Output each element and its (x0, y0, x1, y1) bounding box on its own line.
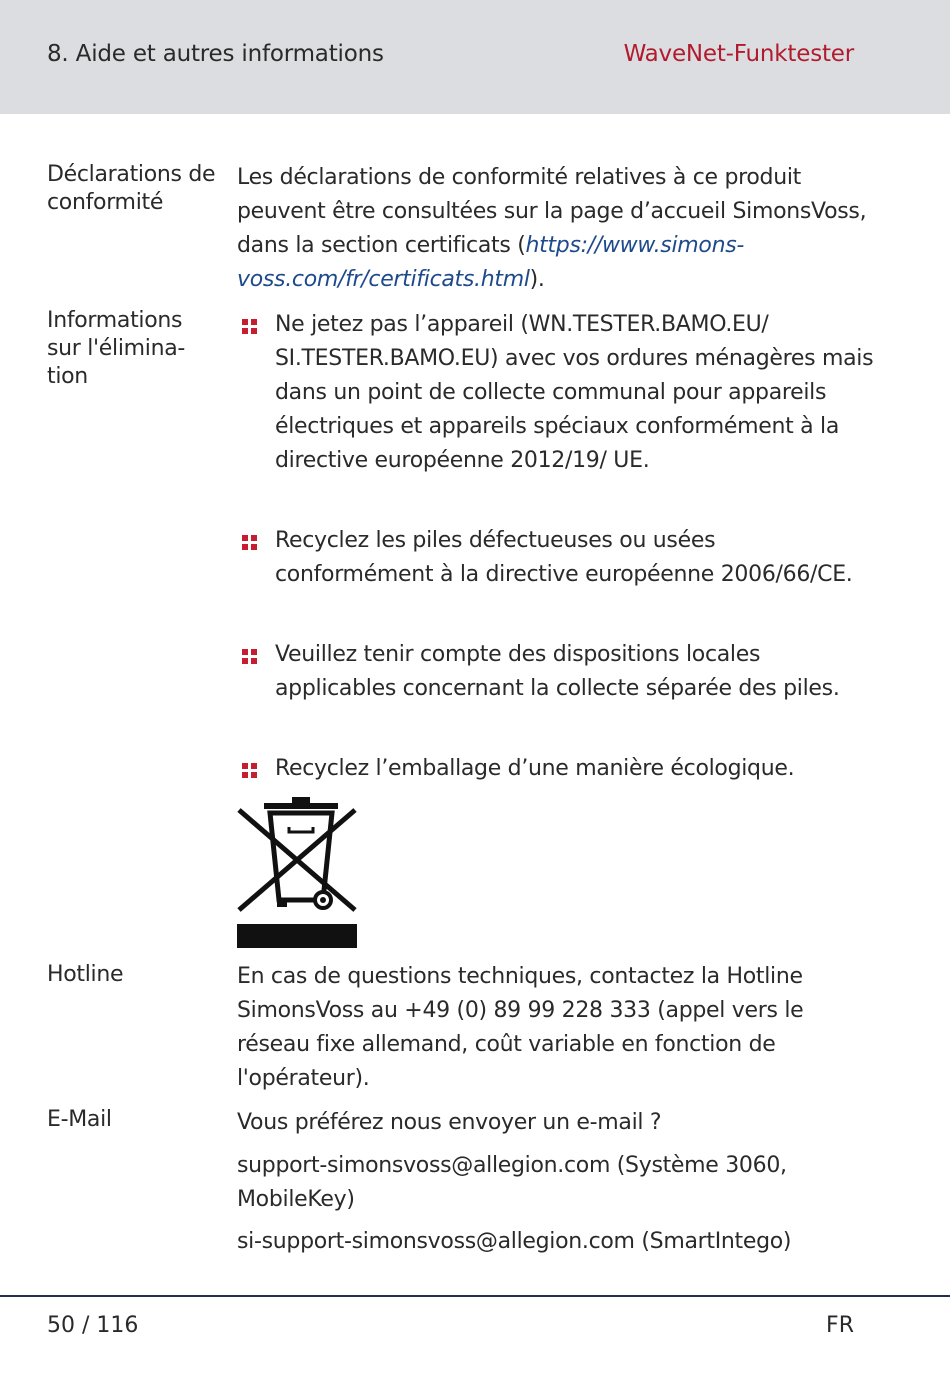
email-support-line: support-simonsvoss@allegion.com (Système 3060, MobileKey) (237, 1153, 787, 1212)
conformity-text (237, 161, 877, 297)
footer-divider (0, 1295, 950, 1297)
email-intro: Vous préférez nous envoyer un e-mail ? (237, 1110, 662, 1135)
list-item-text: Recyclez l’emballage d’une manière écologique. (275, 756, 795, 781)
square-bullet-icon (242, 319, 258, 335)
disposal-label: Informations sur l'élimina-tion (47, 308, 186, 389)
page-header (0, 0, 950, 114)
page-number: 50 / 116 (47, 1313, 139, 1338)
list-item-text: Veuillez tenir compte des dispositions locales applicables concernant la collecte séparée des piles. (275, 642, 840, 701)
square-bullet-icon (242, 763, 258, 779)
list-item-text: Ne jetez pas l’appareil (WN.TESTER.BAMO.EU/ SI.TESTER.BAMO.EU) avec vos ordures ménagères mais dans un point de collecte communal pour appareils électriques et appareils spéciaux conformément à la directive européenne 2012/19/ UE. (275, 312, 874, 473)
list-item-text: Recyclez les piles défectueuses ou usées conformément à la directive européenne 2006/66/CE. (275, 528, 853, 587)
language-code: FR (826, 1313, 854, 1338)
chapter-title: 8. Aide et autres informations (47, 41, 384, 67)
square-bullet-icon (242, 535, 258, 551)
product-title: WaveNet-Funktester (623, 41, 854, 67)
conformity-text-after: ). (529, 267, 545, 292)
hotline-label: Hotline (47, 962, 124, 987)
email-si-support-line: si-support-simonsvoss@allegion.com (SmartIntego) (237, 1229, 792, 1254)
weee-crossed-bin-icon (237, 796, 357, 948)
conformity-label: Déclarations de conformité (47, 162, 216, 215)
conformity-text-before: Les déclarations de conformité relatives à ce produit peuvent être consultées sur la page d’accueil SimonsVoss, dans la section certificats ( (237, 165, 867, 258)
email-label: E-Mail (47, 1107, 112, 1132)
certificates-link[interactable]: https://www.simons-voss.com/fr/certificats.html (237, 233, 745, 292)
square-bullet-icon (242, 649, 258, 665)
hotline-text: En cas de questions techniques, contactez la Hotline SimonsVoss au +49 (0) 89 99 228 333 (appel vers le réseau fixe allemand, coût variable en fonction de l'opérateur). (237, 964, 804, 1091)
